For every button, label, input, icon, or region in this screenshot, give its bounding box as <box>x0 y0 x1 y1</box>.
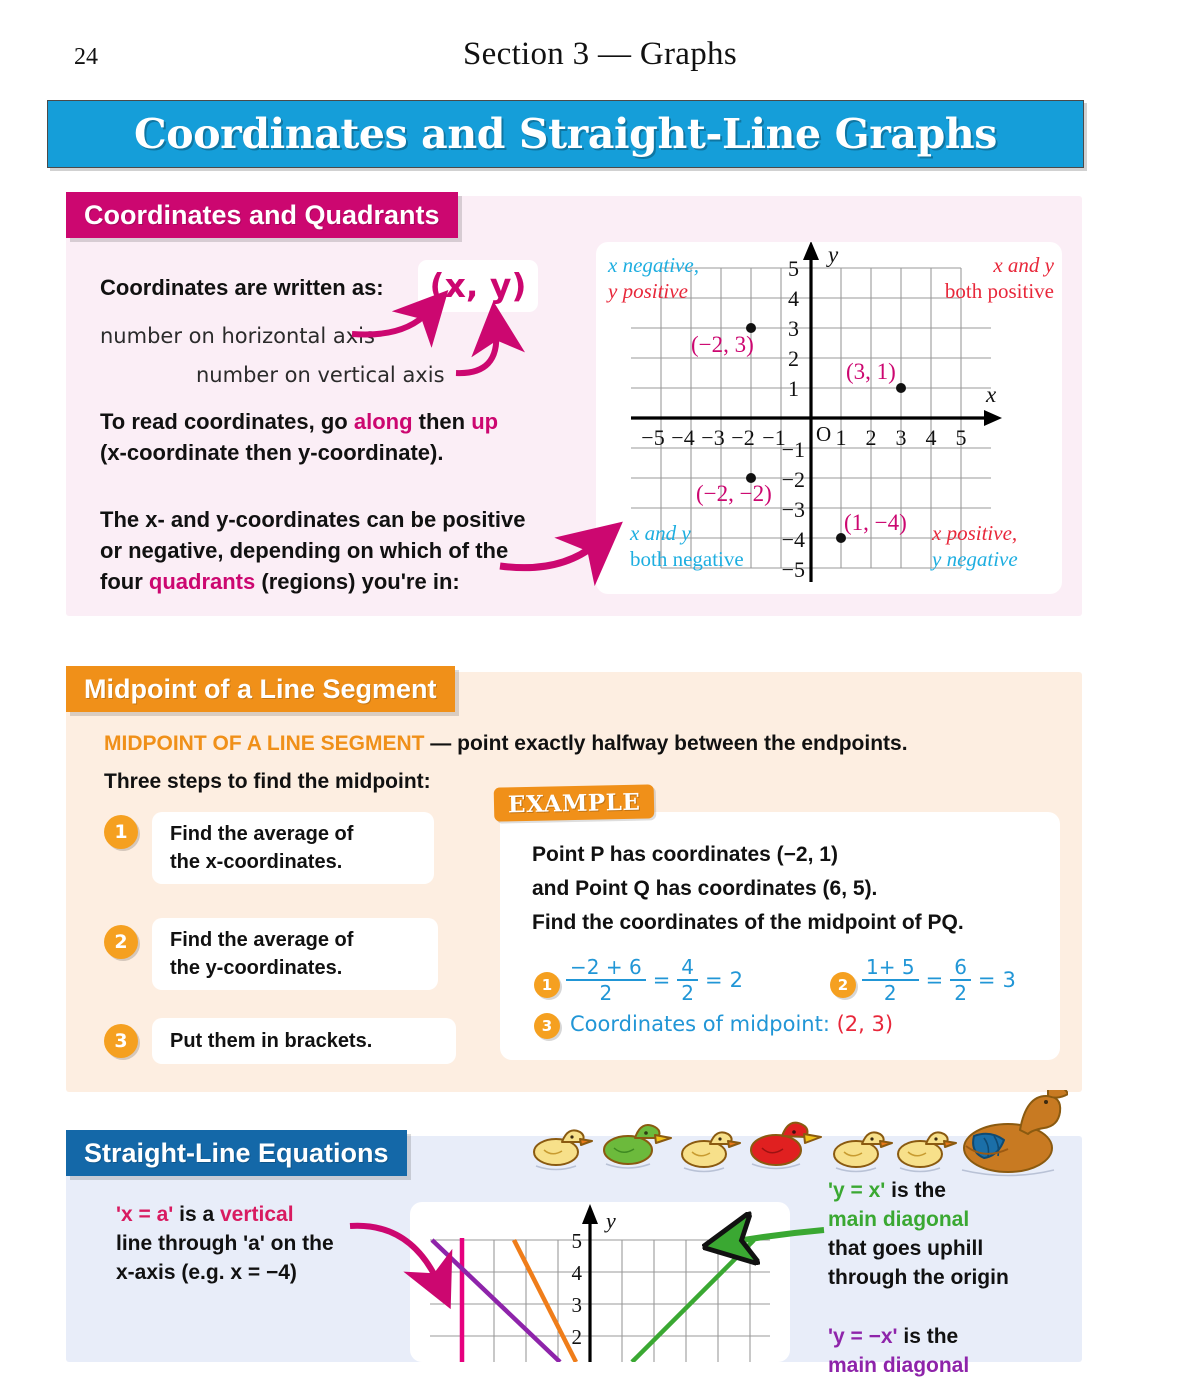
work-badge-2: 2 <box>830 972 856 998</box>
step-text-2: Find the average of the y-coordinates. <box>170 929 354 979</box>
straightline-chart <box>410 1202 790 1362</box>
svg-text:−2: −2 <box>731 425 755 450</box>
svg-text:3: 3 <box>895 425 907 450</box>
vertical-axis-note: number on vertical axis <box>196 363 445 387</box>
svg-text:1: 1 <box>788 376 799 401</box>
main-diagonal-note: 'y = x' is the main diagonal that goes uphill through the origin <box>828 1179 1009 1289</box>
example-tag-label: EXAMPLE <box>507 788 641 818</box>
svg-text:5: 5 <box>571 1229 582 1253</box>
svg-text:−5: −5 <box>641 425 665 450</box>
page-title: Coordinates and Straight-Line Graphs <box>134 110 997 158</box>
duckling-yellow-4 <box>898 1132 956 1167</box>
svg-text:−3: −3 <box>701 425 725 450</box>
quadrant-label-bottom-left: x and y both negative <box>630 521 744 571</box>
section-header-coordinates <box>66 192 458 238</box>
quadrants-text <box>100 504 570 597</box>
vertical-line-eq: 'x = a' <box>116 1203 174 1226</box>
work1-equals-1: = <box>652 968 671 992</box>
work1-fraction-2: $\frac{4}{2}$ <box>677 955 698 1005</box>
svg-text:5: 5 <box>788 256 799 281</box>
midpoint-definition <box>104 732 908 756</box>
quadrant-label-bottom-right: x positive, y negative <box>932 521 1018 571</box>
coordinates-written-as-label: Coordinates are written as: <box>100 275 384 300</box>
read-coordinates-text <box>100 406 540 468</box>
neg-diagonal-keyword: main diagonal <box>828 1354 970 1377</box>
svg-text:−1: −1 <box>781 437 805 462</box>
svg-text:1: 1 <box>835 425 847 450</box>
read-coordinates-then: then <box>412 409 472 434</box>
work2-fraction-1: $\frac{1+ 5}{2}$ <box>862 955 919 1005</box>
step-badge-1: 1 <box>104 815 138 849</box>
example-tag <box>494 784 655 821</box>
section-header-coordinates-label: Coordinates and Quadrants <box>84 199 440 230</box>
step-card-3 <box>152 1018 456 1064</box>
duckling-yellow-3 <box>834 1132 892 1167</box>
work2-result: 3 <box>1002 968 1016 992</box>
step-badge-3: 3 <box>104 1024 138 1058</box>
work2-equals-1: = <box>925 968 944 992</box>
neg-diagonal-eq: 'y = −x' <box>828 1325 898 1348</box>
svg-text:4: 4 <box>925 425 937 450</box>
vertical-line-note: 'x = a' is a vertical line through 'a' on the x-axis (e.g. x = −4) <box>116 1203 334 1284</box>
running-head: Section 3 — Graphs <box>463 36 737 72</box>
point-label-3: (−2, −2) <box>696 481 772 506</box>
duckling-red <box>751 1123 821 1165</box>
section-header-straightline <box>66 1130 407 1176</box>
svg-text:−4: −4 <box>781 527 805 552</box>
read-coordinates-part1: To read coordinates, go <box>100 409 354 434</box>
read-coordinates-along: along <box>353 409 413 434</box>
example-question-line3: Find the coordinates of the midpoint of PQ. <box>532 911 964 934</box>
svg-text:2: 2 <box>788 346 799 371</box>
svg-text:4: 4 <box>571 1261 582 1285</box>
step-card-2 <box>152 918 438 990</box>
quadrants-keyword: quadrants <box>148 569 256 594</box>
svg-text:y: y <box>606 1208 616 1233</box>
series-y-equals-minus-x <box>432 1240 560 1362</box>
example-question-line2: and Point Q has coordinates (6, 5). <box>532 877 878 900</box>
section-header-midpoint-label: Midpoint of a Line Segment <box>84 673 437 704</box>
duckling-yellow-1 <box>534 1130 592 1165</box>
svg-text:2: 2 <box>865 425 877 450</box>
page-title-bar <box>47 100 1084 168</box>
step-card-1 <box>152 812 434 884</box>
horizontal-axis-note: number on horizontal axis <box>100 324 375 348</box>
svg-text:3: 3 <box>571 1293 582 1317</box>
work-badge-3: 3 <box>534 1013 560 1039</box>
xy-notation-badge <box>418 260 538 312</box>
series-orange-line <box>514 1240 576 1362</box>
read-coordinates-up: up <box>471 409 499 434</box>
page-number: 24 <box>74 44 98 70</box>
midpoint-steps-intro: Three steps to find the midpoint: <box>104 770 431 793</box>
svg-text:−2: −2 <box>781 467 805 492</box>
ducks-illustration <box>528 1090 1068 1190</box>
xy-notation-text: (x, y) <box>429 266 527 305</box>
point-label-4: (1, −4) <box>844 510 907 535</box>
diagonal-eq: 'y = x' <box>828 1179 886 1202</box>
work2-equals-2: = <box>977 968 996 992</box>
svg-text:−4: −4 <box>671 425 695 450</box>
example-question <box>532 838 1052 940</box>
work1-result: 2 <box>729 968 744 992</box>
vertical-line-keyword: vertical <box>219 1203 294 1226</box>
svg-text:5: 5 <box>955 425 967 450</box>
example-question-line1: Point P has coordinates (−2, 1) <box>532 843 838 866</box>
svg-text:y: y <box>828 242 839 267</box>
work2-fraction-2: $\frac{6}{2}$ <box>950 955 971 1005</box>
step-text-3: Put them in brackets. <box>170 1030 373 1052</box>
quadrants-line1: The x- and y-coordinates can be positive <box>100 507 526 532</box>
svg-text:O: O <box>816 422 832 446</box>
series-y-equals-x <box>632 1240 754 1362</box>
duckling-green <box>604 1125 671 1164</box>
svg-text:4: 4 <box>788 286 799 311</box>
svg-text:2: 2 <box>571 1325 582 1349</box>
quadrant-label-top-right: x and y both positive <box>944 253 1054 303</box>
midpoint-answer-value: (2, 3) <box>836 1012 894 1036</box>
negative-diagonal-note: 'y = −x' is the main diagonal <box>828 1325 970 1377</box>
adult-duck-brown <box>964 1090 1068 1172</box>
midpoint-definition-rest: — point exactly halfway between the endpoints. <box>424 732 908 755</box>
svg-text:−5: −5 <box>781 557 805 582</box>
quadrants-line3a: four <box>100 569 149 594</box>
svg-text:−1: −1 <box>762 425 786 450</box>
quadrant-label-top-left: x negative, y positive <box>608 253 699 303</box>
quadrants-line2: or negative, depending on which of the <box>100 538 509 563</box>
work-row-3 <box>570 1012 893 1036</box>
point-label-2: (3, 1) <box>846 359 896 384</box>
section-header-midpoint <box>66 666 455 712</box>
midpoint-definition-keyword: MIDPOINT OF A LINE SEGMENT <box>104 732 425 755</box>
midpoint-answer-label: Coordinates of midpoint: <box>570 1012 837 1036</box>
svg-text:3: 3 <box>788 316 799 341</box>
work1-equals-2: = <box>705 968 723 992</box>
duckling-yellow-2 <box>682 1132 740 1167</box>
work1-fraction-1: $\frac{-2 + 6}{2}$ <box>566 955 646 1005</box>
read-coordinates-part2: (x-coordinate then y-coordinate). <box>100 440 444 465</box>
step-badge-2: 2 <box>104 925 138 959</box>
svg-text:−3: −3 <box>781 497 805 522</box>
step-text-1: Find the average of the x-coordinates. <box>170 823 354 873</box>
work-row-1 <box>566 955 743 1005</box>
quadrants-line3b: (regions) you're in: <box>255 569 460 594</box>
work-badge-1: 1 <box>534 972 560 998</box>
point-label-1: (−2, 3) <box>691 332 754 357</box>
section-header-straightline-label: Straight-Line Equations <box>84 1137 389 1168</box>
work-row-2 <box>862 955 1016 1005</box>
diagonal-keyword: main diagonal <box>828 1208 970 1231</box>
svg-text:x: x <box>986 382 997 407</box>
data-point <box>896 383 906 393</box>
